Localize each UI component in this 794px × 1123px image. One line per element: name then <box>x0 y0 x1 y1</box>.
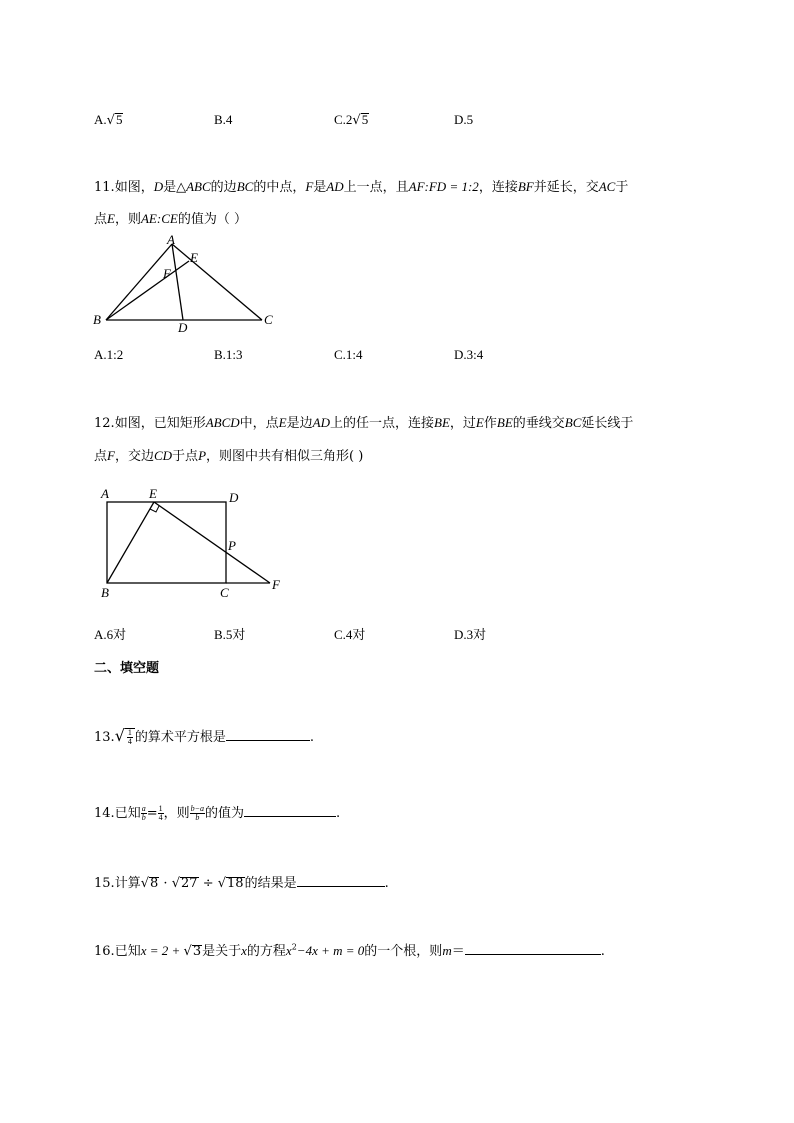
q11-label-a: A <box>167 232 175 247</box>
q12-stem-line1: 12.如图，已知矩形ABCD中，点E是边AD上的任一点，连接BE，过E作BE的垂线交BC延长线于 <box>94 415 634 431</box>
q11-label-e: E <box>190 250 198 265</box>
q12-label-f: F <box>272 577 280 592</box>
q15-answer-blank[interactable] <box>297 874 385 887</box>
q12-label-a: A <box>101 486 109 501</box>
section-title-fill-in: 二、填空题 <box>94 661 160 676</box>
q11-option-d: D.3:4 <box>454 347 484 362</box>
q16-answer-blank[interactable] <box>465 942 601 955</box>
q12-option-c: C.4对 <box>334 627 366 642</box>
q12-option-a: A.6对 <box>94 627 127 642</box>
q11-label-d: D <box>178 320 188 335</box>
q12-option-b: B.5对 <box>214 627 246 642</box>
q13-answer-blank[interactable] <box>226 728 310 741</box>
q13-stem: 13.√ $\frac{1}{4}$ 的算术平方根是 . <box>94 726 315 746</box>
q12-label-d: D <box>229 490 239 505</box>
q11-label-f: F <box>163 266 171 281</box>
q14-stem: 14.已知 $\frac{a}{b}$ = $\frac{1}{4}$ ，则 $\frac{b-a}{b}$ 的值为 . <box>94 804 341 822</box>
q12-label-b: B <box>101 585 109 600</box>
q11-stem-line1: 11.如图，D是△ABC的边BC的中点，F是AD上一点，且AF:FD = 1:2，连接BF并延长，交AC于 <box>94 179 629 195</box>
q12-label-p: P <box>228 538 236 553</box>
q11-option-a: A.1:2 <box>94 347 124 362</box>
q11-label-c: C <box>264 312 273 327</box>
q12-rectangle-figure <box>92 484 292 604</box>
q10-option-b: B.4 <box>214 112 233 127</box>
q12-option-d: D.3对 <box>454 627 487 642</box>
q11-stem-line2: 点E，则AE:CE的值为（ ） <box>94 211 247 227</box>
q14-answer-blank[interactable] <box>244 804 336 817</box>
q10-option-c: C.2√5 <box>334 112 369 128</box>
q11-label-b: B <box>93 312 101 327</box>
q10-option-a: A.√5 <box>94 112 123 128</box>
q11-triangle-figure <box>88 232 288 337</box>
q11-option-b: B.1:3 <box>214 347 243 362</box>
q12-label-e: E <box>149 486 157 501</box>
q16-stem: 16.已知x = 2 + √3是关于x的方程$x^2-4x + m = 0$的一个根，则m＝ . <box>94 942 605 959</box>
q15-stem: 15.计算√8 · √27 ÷ √18的结果是 . <box>94 876 389 891</box>
q12-label-c: C <box>220 585 229 600</box>
q10-option-d: D.5 <box>454 112 474 127</box>
q12-stem-line2: 点F，交边CD于点P，则图中共有相似三角形( ) <box>94 448 364 464</box>
q11-option-c: C.1:4 <box>334 347 363 362</box>
